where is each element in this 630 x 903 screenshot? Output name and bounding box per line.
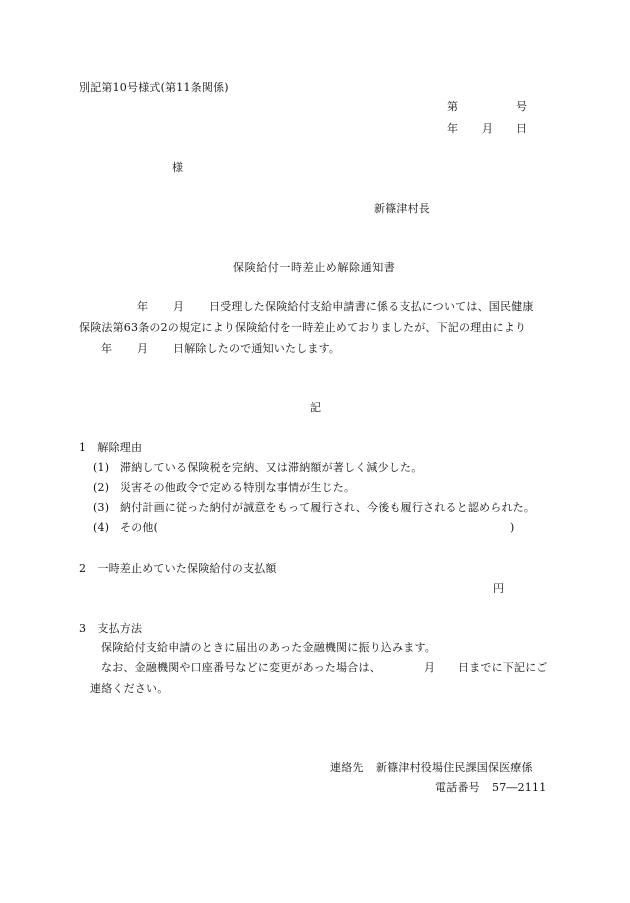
body-year-1: 年	[137, 300, 149, 313]
reason-4-number: (4)	[93, 521, 110, 534]
section1-heading: 1 解除理由	[79, 441, 143, 454]
section2-heading: 2 一時差止めていた保険給付の支払額	[79, 562, 277, 575]
payment-method-line-2: なお、金融機関や口座番号などに変更があった場合は、	[101, 661, 381, 674]
reason-1-number: (1)	[93, 461, 110, 474]
reason-2-text: 災害その他政令で定める特別な事情が生じた。	[120, 481, 356, 494]
body-month-3: 月	[137, 342, 149, 355]
date-day: 日	[516, 122, 528, 135]
payment-method-line-3: 連絡ください。	[90, 682, 169, 695]
sender: 新篠津村長	[374, 202, 430, 215]
reason-3-text: 納付計画に従った納付が誠意をもって履行され、今後も履行されると認められた。	[120, 501, 536, 514]
doc-number-suffix: 号	[516, 100, 528, 113]
date-year: 年	[447, 122, 459, 135]
contact-office: 新篠津村役場住民課国保医療係	[376, 761, 533, 774]
reason-2-number: (2)	[93, 481, 110, 494]
payment-method-line-2-rest: 日までに下記にご	[458, 661, 548, 674]
reason-4-close-paren: )	[510, 521, 515, 534]
amount-unit: 円	[493, 582, 505, 595]
reason-3-number: (3)	[93, 501, 110, 514]
doc-number-prefix: 第	[447, 100, 459, 113]
body-line-3: 日解除したので通知いたします。	[173, 342, 341, 355]
body-month-1: 月	[173, 300, 185, 313]
payment-method-month: 月	[424, 661, 436, 674]
phone-number: 57―2111	[492, 781, 547, 794]
ki-heading: 記	[310, 401, 322, 414]
section3-heading: 3 支払方法	[79, 622, 143, 635]
document-title: 保険給付一時差止め解除通知書	[233, 261, 396, 274]
form-id: 別記第10号様式(第11条関係)	[79, 81, 229, 94]
body-line-2: 保険法第63条の2の規定により保険給付を一時差止めておりましたが、下記の理由により	[79, 321, 527, 334]
payment-method-line-1: 保険給付支給申請のときに届出のあった金融機関に振り込みます。	[101, 641, 437, 654]
date-month: 月	[482, 122, 494, 135]
phone-label: 電話番号	[435, 781, 480, 794]
body-year-3: 年	[101, 342, 113, 355]
reason-1-text: 滞納している保険税を完納、又は滞納額が著しく減少した。	[120, 461, 423, 474]
addressee-honorific: 様	[172, 161, 184, 174]
contact-label: 連絡先	[330, 761, 364, 774]
reason-4-text: その他(	[120, 521, 159, 534]
body-line-1: 日受理した保険給付支給申請書に係る支払については、国民健康	[209, 300, 534, 313]
